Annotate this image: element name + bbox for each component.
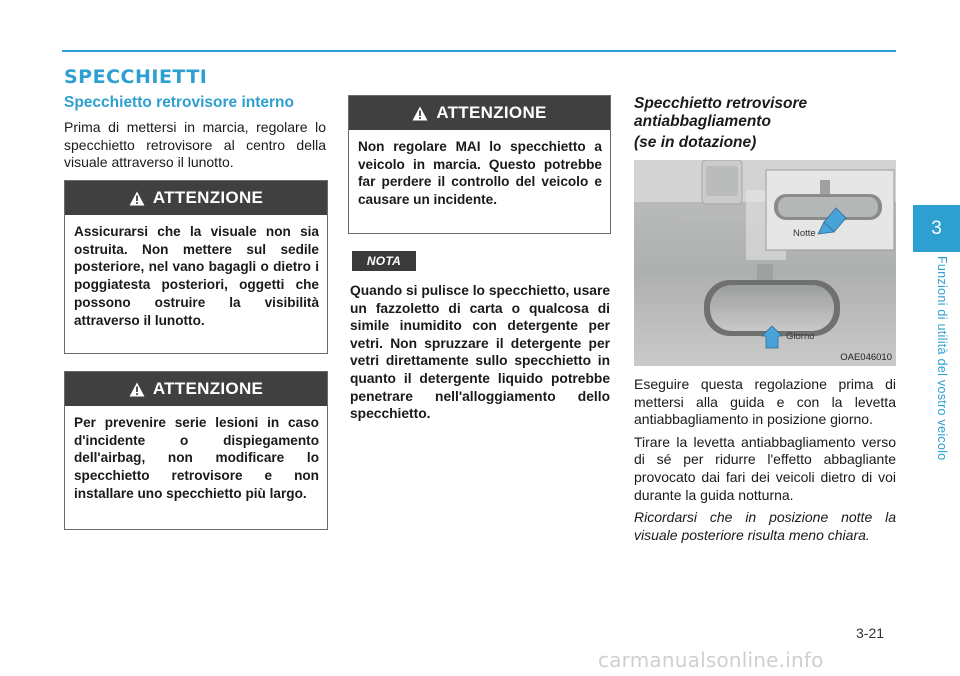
paragraph: Eseguire questa regolazione prima di mettersi alla guida e con la levetta antiabbagliamento in posizione giorno. <box>634 376 896 428</box>
section-title: SPECCHIETTI <box>64 66 208 88</box>
day-label: Giorno <box>786 331 815 342</box>
figure-code: OAE046010 <box>840 352 892 363</box>
warning-text: Assicurarsi che la visuale non sia ostruita. Non mettere sul sedile posteriore, nel vano bagagli o dietro i poggiatesta posteriori, oggetti che possono ostruire la visibilità attraverso il lunotto. <box>74 224 319 328</box>
warning-box-1 <box>64 180 328 354</box>
chapter-title: Funzioni di utilità del vostro veicolo <box>935 256 949 461</box>
subsection-title: Specchietto retrovisore interno <box>64 94 294 111</box>
warning-triangle-icon <box>129 382 145 397</box>
warning-triangle-icon <box>129 191 145 206</box>
right-heading: Specchietto retrovisore antiabbagliamento <box>634 95 808 130</box>
warning-header <box>349 96 610 130</box>
warning-text: Non regolare MAI lo specchietto a veicolo in marcia. Questo potrebbe far perdere il controllo del veicolo e causare un incidente. <box>358 139 602 208</box>
paragraph: Tirare la levetta antiabbagliamento verso di sé per ridurre l'effetto abbagliante provocato dai fari dei veicoli dietro di voi durante la guida notturna. <box>634 433 896 503</box>
watermark: carmanualsonline.info <box>598 648 824 672</box>
warning-text: Per prevenire serie lesioni in caso d'incidente o dispiegamento dell'airbag, non modificare lo specchietto retrovisore e non installare uno specchietto più largo. <box>74 415 319 501</box>
nota-text: Quando si pulisce lo specchietto, usare un fazzoletto di carta o qualcosa di simile inumidito con detergente per vetri. Non spruzzare il detergente per vetri direttamente sullo specchietto in quanto il detergente liquido potrebbe penetrare nell'alloggiamento dello specchietto. <box>350 283 610 422</box>
warning-triangle-icon <box>412 106 428 121</box>
warning-box-2 <box>64 371 328 530</box>
chapter-tab: 3 <box>913 205 960 252</box>
intro-paragraph: Prima di mettersi in marcia, regolare lo specchietto retrovisore al centro della visuale attraverso il lunotto. <box>64 119 326 170</box>
night-label: Notte <box>793 228 816 239</box>
italic-note: Ricordarsi che in posizione notte la visuale posteriore risulta meno chiara. <box>634 509 896 543</box>
right-body <box>634 376 896 549</box>
warning-header <box>65 372 327 406</box>
warning-box-3 <box>348 95 611 234</box>
mirror-drawing <box>634 160 896 366</box>
warning-title: ATTENZIONE <box>436 103 547 122</box>
page-number: 3-21 <box>856 625 885 641</box>
warning-title: ATTENZIONE <box>152 188 264 207</box>
mirror-illustration <box>634 160 896 366</box>
header-rule <box>62 50 896 52</box>
right-heading-note: (se in dotazione) <box>634 134 757 151</box>
warning-title: ATTENZIONE <box>152 379 264 398</box>
nota-badge: NOTA <box>352 251 416 271</box>
warning-header <box>65 181 327 215</box>
